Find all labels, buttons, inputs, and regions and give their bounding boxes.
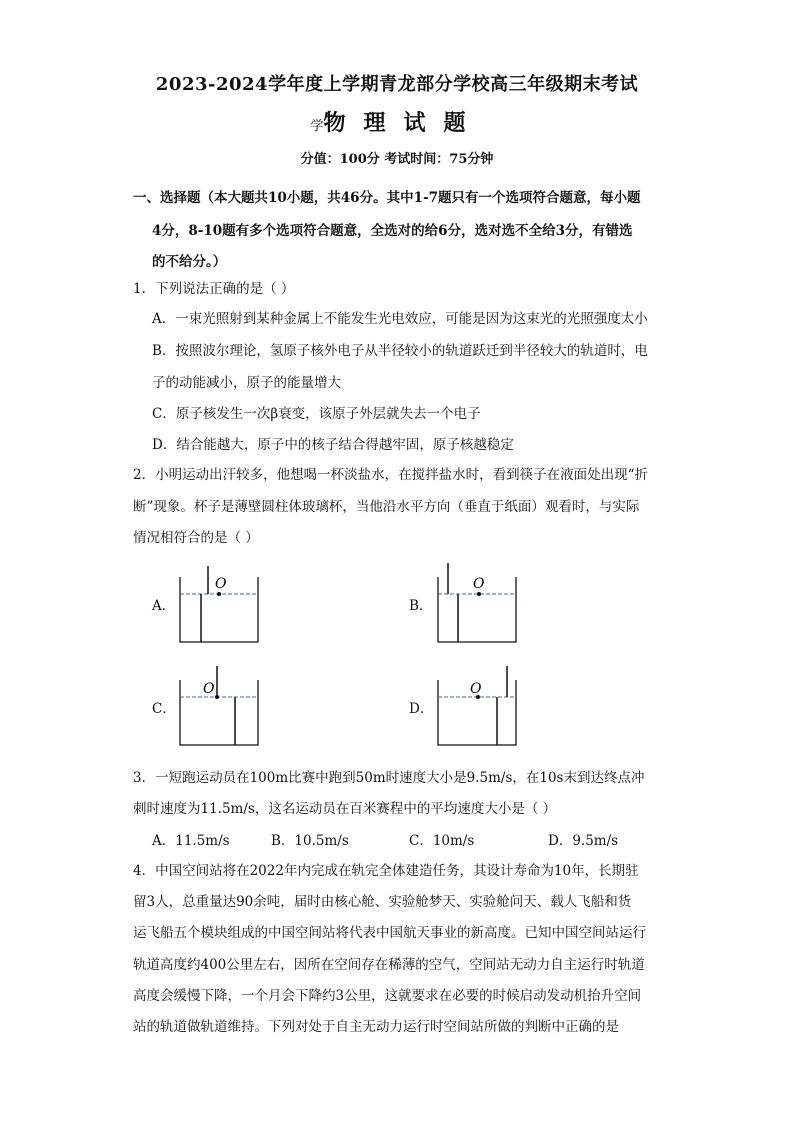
q4-stem-line-5: 高度会缓慢下降，一个月会下降约3公里，这就要求在必要的时候启动发动机抬升空间 (133, 988, 642, 1004)
q3-stem-line-1: 3．一短跑运动员在100m比赛中跑到50m时速度大小是9.5m/s，在10s末到达终点冲 (133, 770, 645, 786)
q3-stem-line-2: 刺时速度为11.5m/s，这名运动员在百米赛程中的平均速度大小是（ ） (133, 801, 557, 817)
q3-option-a: A．11.5m/s (152, 833, 230, 849)
q1-option-c: C．原子核发生一次β衰变，该原子外层就失去一个电子 (152, 406, 481, 422)
point-o-label: O (473, 576, 485, 592)
exam-title: 2023-2024学年度上学期青龙部分学校高三年级期末考试 (155, 74, 639, 95)
q4-stem-line-4: 轨道高度约400公里左右，因所在空间存在稀薄的空气，空间站无动力自主运行时轨道 (133, 957, 645, 973)
q1-stem: 1．下列说法正确的是（ ） (133, 281, 295, 297)
q2-figure-b (428, 560, 528, 650)
q1-option-d: D．结合能越大，原子中的核子结合得越牢固，原子核越稳定 (152, 437, 514, 453)
q3-option-d: D．9.5m/s (548, 833, 619, 849)
q2-figure-a-label: A． (152, 598, 176, 614)
q2-stem-line-1: 2．小明运动出汗较多，他想喝一杯淡盐水，在搅拌盐水时，看到筷子在液面处出现“折 (133, 467, 648, 483)
section-heading-line-2: 4分，8-10题有多个选项符合题意，全选对的给6分，选对选不全给3分，有错选 (152, 223, 633, 239)
q2-figure-c-label: C． (152, 701, 176, 717)
q2-figure-a (170, 560, 270, 650)
cup-outline (180, 680, 258, 745)
q2-figure-b-label: B． (409, 598, 433, 614)
subject-row (0, 106, 794, 137)
point-o (215, 695, 219, 699)
q4-stem-line-6: 站的轨道做轨道维持。下列对处于自主无动力运行时空间站所做的判断中正确的是 (133, 1019, 619, 1035)
subject-title: 物理试题 (323, 110, 484, 136)
q4-stem-line-2: 留3人，总重量达90余吨，届时由核心舱、实验舱梦天、实验舱问天、载人飞船和货 (133, 894, 632, 910)
subject-prefix: 学 (310, 119, 324, 134)
q2-stem-line-3: 情况相符合的是（ ） (133, 530, 259, 546)
q2-stem-line-2: 断”现象。杯子是薄壁圆柱体玻璃杯，当他沿水平方向（垂直于纸面）观看时，与实际 (133, 499, 640, 515)
point-o-label: O (470, 681, 482, 697)
point-o-label: O (203, 681, 215, 697)
exam-meta: 分值：100分 考试时间：75分钟 (300, 152, 494, 167)
q3-option-c: C．10m/s (409, 833, 475, 849)
section-heading-line-3: 的不给分。） (152, 254, 227, 270)
section-heading-line-1: 一、选择题（本大题共10小题，共46分。其中1-7题只有一个选项符合题意，每小题 (133, 190, 641, 206)
q2-figure-c (170, 663, 270, 753)
q1-option-a: A．一束光照射到某种金属上不能发生光电效应，可能是因为这束光的光照强度太小 (152, 311, 648, 327)
q1-option-b: B．按照波尔理论，氢原子核外电子从半径较小的轨道跃迁到半径较大的轨道时，电 (152, 343, 648, 359)
point-o (477, 592, 481, 596)
q3-option-b: B．10.5m/s (271, 833, 349, 849)
q4-stem-line-1: 4．中国空间站将在2022年内完成在轨完全体建造任务，其设计寿命为10年，长期驻 (133, 863, 639, 879)
q4-stem-line-3: 运飞船五个模块组成的中国空间站将代表中国航天事业的新高度。已知中国空间站运行 (133, 925, 646, 941)
q2-figure-d (428, 663, 528, 753)
q2-figure-d-label: D． (409, 701, 434, 717)
point-o (217, 592, 221, 596)
point-o-label: O (215, 576, 227, 592)
q1-option-b-cont: 子的动能减小，原子的能量增大 (152, 375, 341, 391)
